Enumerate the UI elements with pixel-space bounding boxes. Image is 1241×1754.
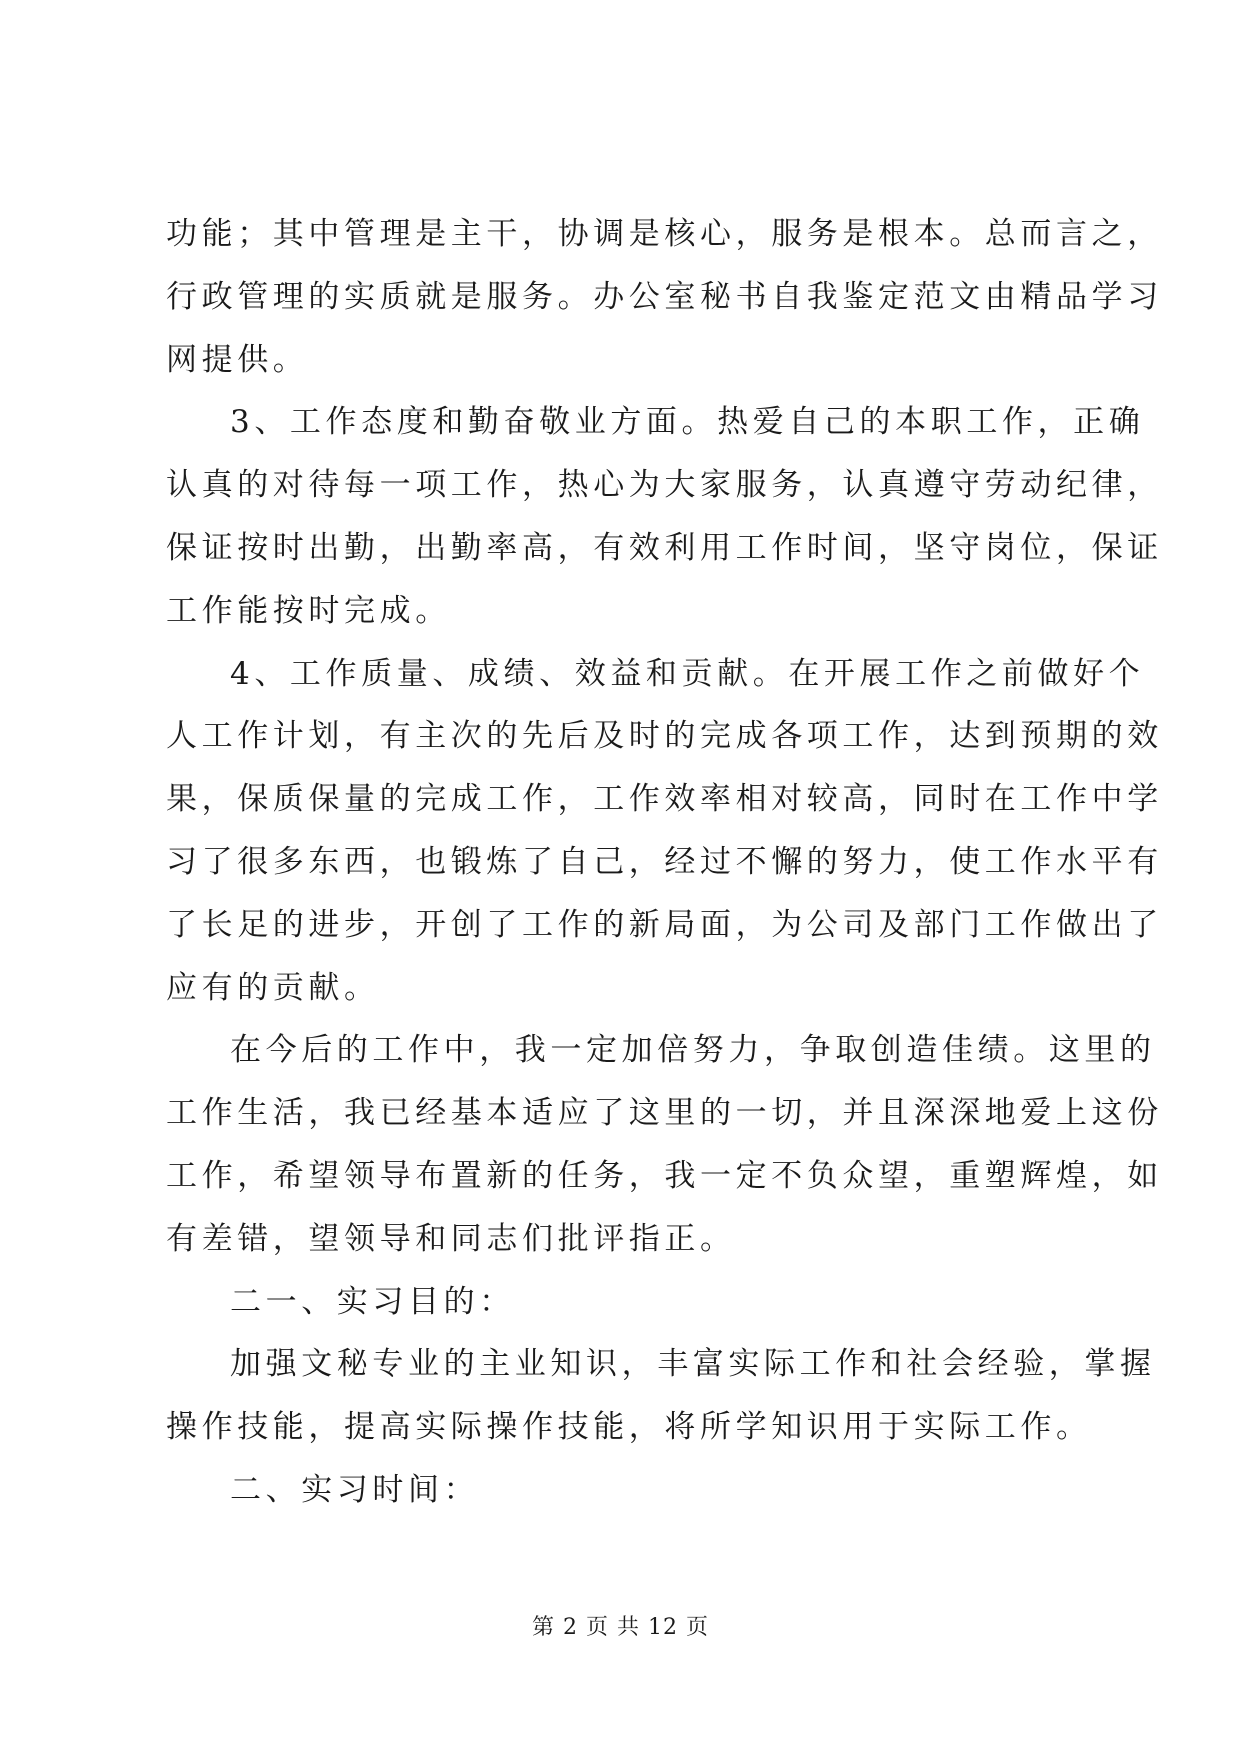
text-line: 在今后的工作中，我一定加倍努力，争取创造佳绩。这里的 (230, 1032, 1156, 1069)
text-line: 网提供。 (166, 341, 309, 378)
paragraph (166, 1019, 1163, 1270)
text-line: 二一、实习目的： (230, 1283, 515, 1320)
paragraph (166, 643, 1163, 1020)
text-line: 加强文秘专业的主业知识，丰富实际工作和社会经验，掌握 (230, 1346, 1156, 1383)
text-line: 应有的贡献。 (166, 969, 380, 1006)
text-line: 3、工作态度和勤奋敬业方面。热爱自己的本职工作，正确 (230, 404, 1145, 441)
text-line: 认真的对待每一项工作，热心为大家服务，认真遵守劳动纪律， (166, 467, 1163, 504)
page-number: 第 2 页 共 12 页 (532, 1615, 709, 1640)
body-text (166, 203, 1163, 1522)
text-line: 工作，希望领导布置新的任务，我一定不负众望，重塑辉煌，如 (166, 1157, 1163, 1194)
paragraph (166, 391, 1163, 642)
text-line: 操作技能，提高实际操作技能，将所学知识用于实际工作。 (166, 1409, 1092, 1446)
text-line: 果，保质保量的完成工作，工作效率相对较高，同时在工作中学 (166, 781, 1163, 818)
text-line: 行政管理的实质就是服务。办公室秘书自我鉴定范文由精品学习 (166, 278, 1163, 315)
text-line: 二、实习时间： (230, 1471, 480, 1508)
text-line: 保证按时出勤，出勤率高，有效利用工作时间，坚守岗位，保证 (166, 529, 1163, 566)
paragraph (166, 203, 1163, 391)
text-line: 功能；其中管理是主干，协调是核心，服务是根本。总而言之， (166, 216, 1163, 252)
paragraph (166, 1333, 1156, 1459)
text-line: 了长足的进步，开创了工作的新局面，为公司及部门工作做出了 (166, 906, 1163, 943)
text-line: 人工作计划，有主次的先后及时的完成各项工作，达到预期的效 (166, 718, 1163, 755)
text-line: 工作生活，我已经基本适应了这里的一切，并且深深地爱上这份 (166, 1095, 1163, 1132)
section-heading (166, 1271, 1078, 1334)
text-line: 有差错，望领导和同志们批评指正。 (166, 1220, 736, 1257)
text-line: 习了很多东西，也锻炼了自己，经过不懈的努力，使工作水平有 (166, 843, 1163, 880)
section-heading (166, 1459, 1078, 1522)
text-line: 4、工作质量、成绩、效益和贡献。在开展工作之前做好个 (230, 655, 1145, 692)
text-line: 工作能按时完成。 (166, 592, 451, 629)
